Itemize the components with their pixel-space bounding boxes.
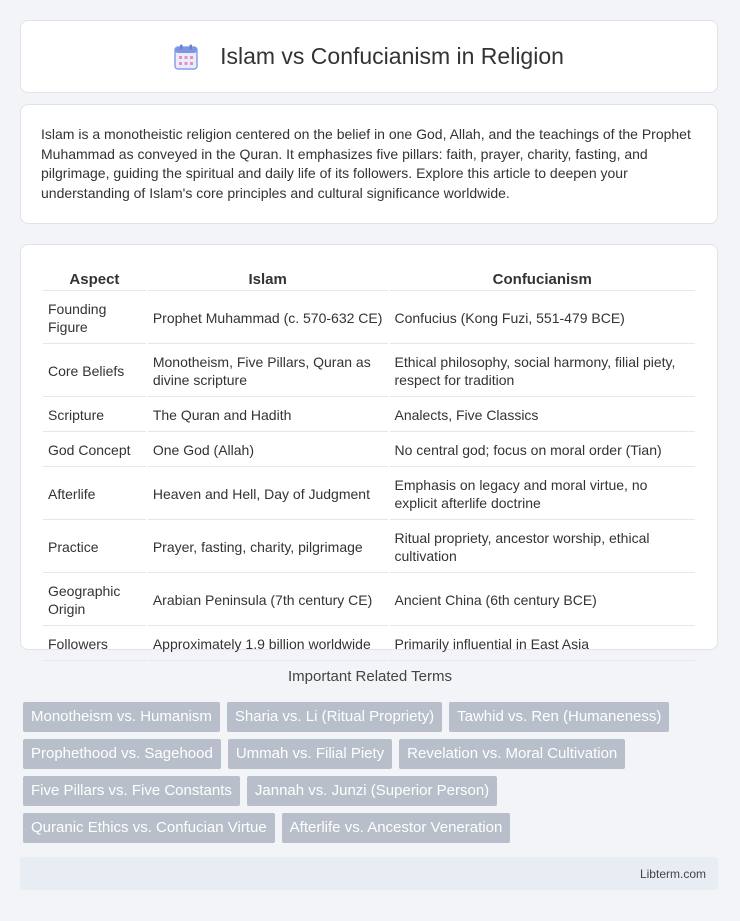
comparison-table — [41, 267, 697, 663]
cell-confucianism: Ethical philosophy, social harmony, filial piety, respect for tradition — [390, 346, 696, 397]
cell-aspect: Founding Figure — [43, 293, 146, 344]
related-term-tag[interactable]: Afterlife vs. Ancestor Veneration — [282, 813, 511, 843]
related-term-tag[interactable]: Tawhid vs. Ren (Humaneness) — [449, 702, 669, 732]
related-term-tag[interactable]: Ummah vs. Filial Piety — [228, 739, 392, 769]
cell-islam: One God (Allah) — [148, 434, 388, 467]
header-card — [20, 20, 718, 93]
table-row — [43, 469, 695, 520]
header-aspect: Aspect — [43, 269, 146, 291]
related-term-tag[interactable]: Prophethood vs. Sagehood — [23, 739, 221, 769]
intro-card — [20, 104, 718, 224]
table-row — [43, 628, 695, 661]
cell-confucianism: Confucius (Kong Fuzi, 551-479 BCE) — [390, 293, 696, 344]
table-header-row — [43, 269, 695, 291]
header-confucianism: Confucianism — [390, 269, 696, 291]
related-term-tag[interactable]: Quranic Ethics vs. Confucian Virtue — [23, 813, 275, 843]
cell-islam: Approximately 1.9 billion worldwide — [148, 628, 388, 661]
cell-confucianism: Ritual propriety, ancestor worship, ethical cultivation — [390, 522, 696, 573]
related-term-tag[interactable]: Five Pillars vs. Five Constants — [23, 776, 240, 806]
table-row — [43, 399, 695, 432]
cell-aspect: Core Beliefs — [43, 346, 146, 397]
related-term-tag[interactable]: Jannah vs. Junzi (Superior Person) — [247, 776, 497, 806]
header-islam: Islam — [148, 269, 388, 291]
cell-confucianism: Emphasis on legacy and moral virtue, no explicit afterlife doctrine — [390, 469, 696, 520]
comparison-table-card — [20, 244, 718, 650]
related-terms-list — [23, 702, 723, 843]
footer — [20, 857, 718, 890]
table-row — [43, 293, 695, 344]
cell-confucianism: No central god; focus on moral order (Tian) — [390, 434, 696, 467]
cell-islam: The Quran and Hadith — [148, 399, 388, 432]
cell-aspect: Followers — [43, 628, 146, 661]
cell-confucianism: Analects, Five Classics — [390, 399, 696, 432]
cell-islam: Arabian Peninsula (7th century CE) — [148, 575, 388, 626]
intro-text: Islam is a monotheistic religion centered on the belief in one God, Allah, and the teachings of the Prophet Muhammad as conveyed in the Quran. It emphasizes five pillars: faith, prayer, charity, fasting, and pilgrimage, guiding the spiritual and daily life of its followers. Explore this article to deepen your understanding of Islam's core principles and cultural significance worldwide. — [41, 126, 691, 201]
table-row — [43, 522, 695, 573]
table-row — [43, 575, 695, 626]
cell-islam: Prayer, fasting, charity, pilgrimage — [148, 522, 388, 573]
table-row — [43, 346, 695, 397]
cell-aspect: Practice — [43, 522, 146, 573]
cell-islam: Prophet Muhammad (c. 570-632 CE) — [148, 293, 388, 344]
cell-aspect: God Concept — [43, 434, 146, 467]
cell-islam: Monotheism, Five Pillars, Quran as divine scripture — [148, 346, 388, 397]
cell-confucianism: Ancient China (6th century BCE) — [390, 575, 696, 626]
related-terms-title: Important Related Terms — [288, 668, 452, 685]
cell-aspect: Scripture — [43, 399, 146, 432]
table-row — [43, 434, 695, 467]
cell-islam: Heaven and Hell, Day of Judgment — [148, 469, 388, 520]
page-title: Islam vs Confucianism in Religion — [220, 43, 564, 69]
related-term-tag[interactable]: Sharia vs. Li (Ritual Propriety) — [227, 702, 442, 732]
calendar-icon — [174, 44, 198, 70]
related-term-tag[interactable]: Monotheism vs. Humanism — [23, 702, 220, 732]
cell-aspect: Geographic Origin — [43, 575, 146, 626]
footer-site-link[interactable]: Libterm.com — [639, 866, 706, 881]
cell-aspect: Afterlife — [43, 469, 146, 520]
cell-confucianism: Primarily influential in East Asia — [390, 628, 696, 661]
related-term-tag[interactable]: Revelation vs. Moral Cultivation — [399, 739, 625, 769]
